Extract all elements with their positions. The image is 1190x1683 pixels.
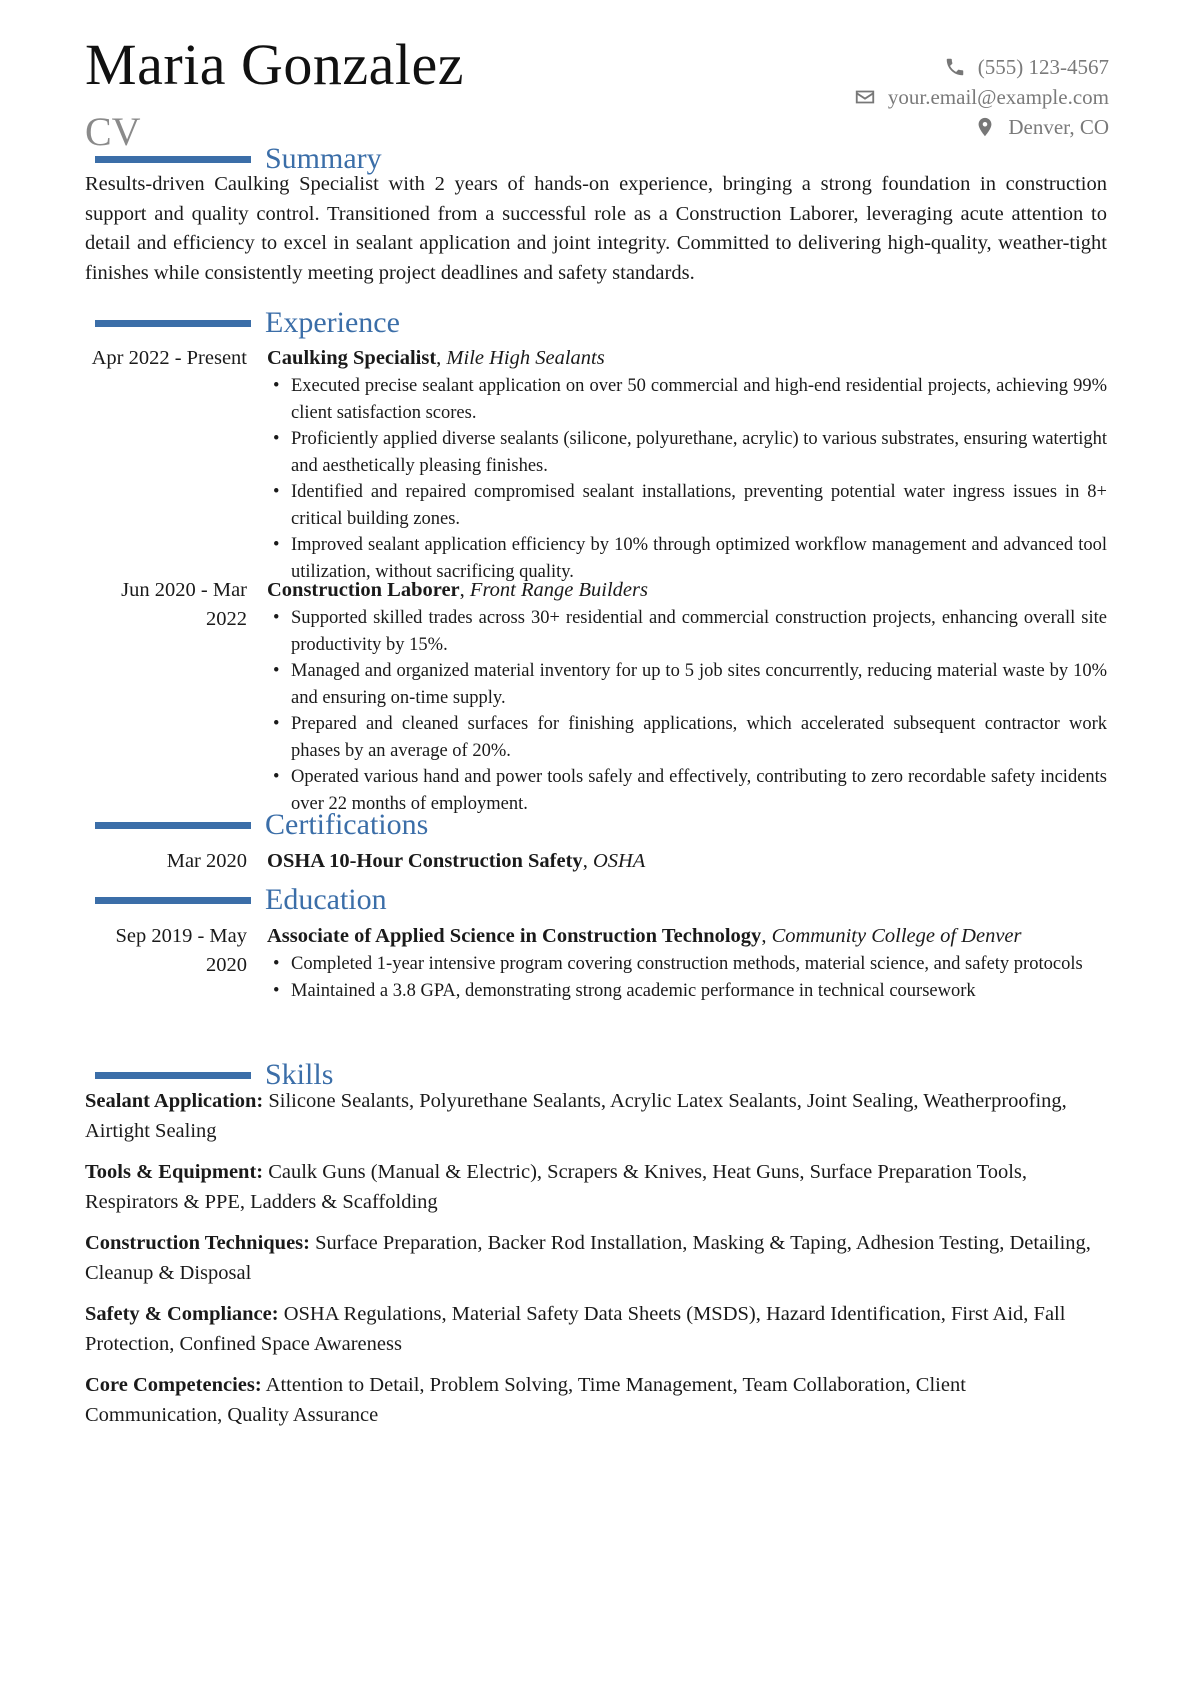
list-item: • Improved sealant application efficiency by 10% through optimized workflow management and advanced tool utilization, without sacrificing quality. bbox=[267, 532, 1107, 585]
skill-items: Surface Preparation, Backer Rod Installation, Masking & Taping, Adhesion Testing, Detailing, Cleanup & Disposal bbox=[85, 1232, 1091, 1284]
skill-group bbox=[85, 1158, 1107, 1217]
entry-title: Construction Laborer bbox=[267, 579, 460, 601]
skill-label: Tools & Equipment: bbox=[85, 1161, 264, 1183]
envelope-icon bbox=[854, 86, 876, 108]
phone-text: (555) 123-4567 bbox=[977, 55, 1109, 79]
entry-heading: Construction Laborer, Front Range Builders bbox=[267, 579, 648, 601]
entry-org: Front Range Builders bbox=[469, 579, 648, 601]
list-item: • Identified and repaired compromised sealant installations, preventing potential water ingress issues in 8+ critical building zones. bbox=[267, 479, 1107, 532]
contact-phone bbox=[854, 52, 1109, 82]
section-skills-heading bbox=[85, 1060, 333, 1090]
entry-heading: Caulking Specialist, Mile High Sealants bbox=[267, 347, 605, 369]
list-item: • Executed precise sealant application on over 50 commercial and high-end residential projects, achieving 99% client satisfaction scores. bbox=[267, 373, 1107, 426]
entry-org: Community College of Denver bbox=[771, 925, 1022, 947]
contact-location bbox=[854, 112, 1109, 142]
entry-org: Mile High Sealants bbox=[446, 347, 605, 369]
skill-items: Caulk Guns (Manual & Electric), Scrapers & Knives, Heat Guns, Surface Preparation Tools, Respirators & PPE, Ladders & Scaffolding bbox=[85, 1161, 1027, 1213]
entry-bullets bbox=[267, 373, 1107, 585]
section-title: Skills bbox=[265, 1058, 334, 1091]
entry-title: Caulking Specialist bbox=[267, 347, 437, 369]
entry-date: Apr 2022 - Present bbox=[91, 347, 247, 369]
entry-heading: Associate of Applied Science in Construction Technology, Community College of Denver bbox=[267, 925, 1022, 947]
list-item: • Operated various hand and power tools safely and effectively, contributing to zero recordable safety incidents over 22 months of employment. bbox=[267, 764, 1107, 817]
section-title: Experience bbox=[265, 306, 400, 339]
section-rule bbox=[95, 1072, 251, 1079]
map-marker-icon bbox=[974, 116, 996, 138]
entry-title: OSHA 10-Hour Construction Safety bbox=[267, 850, 583, 872]
contact-email bbox=[854, 82, 1109, 112]
entry-date: Mar 2020 bbox=[166, 850, 247, 872]
section-title: Summary bbox=[265, 142, 382, 175]
entry-bullets bbox=[267, 605, 1107, 817]
skill-group bbox=[85, 1229, 1107, 1288]
section-rule bbox=[95, 156, 251, 163]
skill-items: Attention to Detail, Problem Solving, Time Management, Team Collaboration, Client Communication, Quality Assurance bbox=[85, 1374, 966, 1426]
section-education-heading bbox=[85, 885, 387, 915]
skill-label: Construction Techniques: bbox=[85, 1232, 310, 1254]
contact-block bbox=[854, 52, 1109, 142]
entry-date: Sep 2019 - May 2020 bbox=[115, 925, 247, 976]
list-item: • Prepared and cleaned surfaces for finishing applications, which accelerated subsequent contractor work phases by an average of 20%. bbox=[267, 711, 1107, 764]
location-text: Denver, CO bbox=[1008, 115, 1109, 139]
list-item: • Proficiently applied diverse sealants (silicone, polyurethane, acrylic) to various substrates, ensuring watertight and aesthetically pleasing finishes. bbox=[267, 426, 1107, 479]
skill-label: Core Competencies: bbox=[85, 1374, 262, 1396]
email-text[interactable]: your.email@example.com bbox=[887, 85, 1109, 109]
skill-group bbox=[85, 1371, 1107, 1430]
skills-list bbox=[85, 1087, 1107, 1442]
section-title: Education bbox=[265, 883, 387, 916]
skill-label: Safety & Compliance: bbox=[85, 1303, 279, 1325]
entry-date: Jun 2020 - Mar 2022 bbox=[121, 579, 247, 630]
section-experience-heading bbox=[85, 308, 400, 338]
entry-title: Associate of Applied Science in Construction Technology bbox=[267, 925, 762, 947]
entry-heading: OSHA 10-Hour Construction Safety, OSHA bbox=[267, 850, 646, 872]
list-item: • Maintained a 3.8 GPA, demonstrating strong academic performance in technical coursework bbox=[267, 978, 1107, 1005]
candidate-name: Maria Gonzalez bbox=[85, 32, 464, 97]
list-item: • Completed 1-year intensive program covering construction methods, material science, and safety protocols bbox=[267, 951, 1107, 978]
list-item: • Supported skilled trades across 30+ residential and commercial construction projects, enhancing overall site productivity by 15%. bbox=[267, 605, 1107, 658]
section-certifications-heading bbox=[85, 810, 428, 840]
summary-text: Results-driven Caulking Specialist with 2 years of hands-on experience, bringing a strong foundation in construction support and quality control. Transitioned from a successful role as a Construction Laborer, leveraging acute attention to detail and efficiency to excel in sealant application and joint integrity. Committed to delivering high-quality, weather-tight finishes while consistently meeting project deadlines and safety standards. bbox=[85, 173, 1107, 284]
list-item: • Managed and organized material inventory for up to 5 job sites concurrently, reducing material waste by 10% and ensuring on-time supply. bbox=[267, 658, 1107, 711]
skill-label: Sealant Application: bbox=[85, 1090, 264, 1112]
section-rule bbox=[95, 897, 251, 904]
section-title: Certifications bbox=[265, 808, 429, 841]
skill-items: Silicone Sealants, Polyurethane Sealants, Acrylic Latex Sealants, Joint Sealing, Weatherproofing, Airtight Sealing bbox=[85, 1090, 1067, 1142]
skill-group bbox=[85, 1087, 1107, 1146]
entry-org: OSHA bbox=[592, 850, 646, 872]
skill-group bbox=[85, 1300, 1107, 1359]
skill-items: OSHA Regulations, Material Safety Data Sheets (MSDS), Hazard Identification, First Aid, Fall Protection, Confined Space Awareness bbox=[85, 1303, 1066, 1355]
document-subtitle: CV bbox=[85, 109, 141, 154]
phone-icon bbox=[944, 56, 966, 78]
section-rule bbox=[95, 822, 251, 829]
section-rule bbox=[95, 320, 251, 327]
entry-bullets bbox=[267, 951, 1107, 1004]
